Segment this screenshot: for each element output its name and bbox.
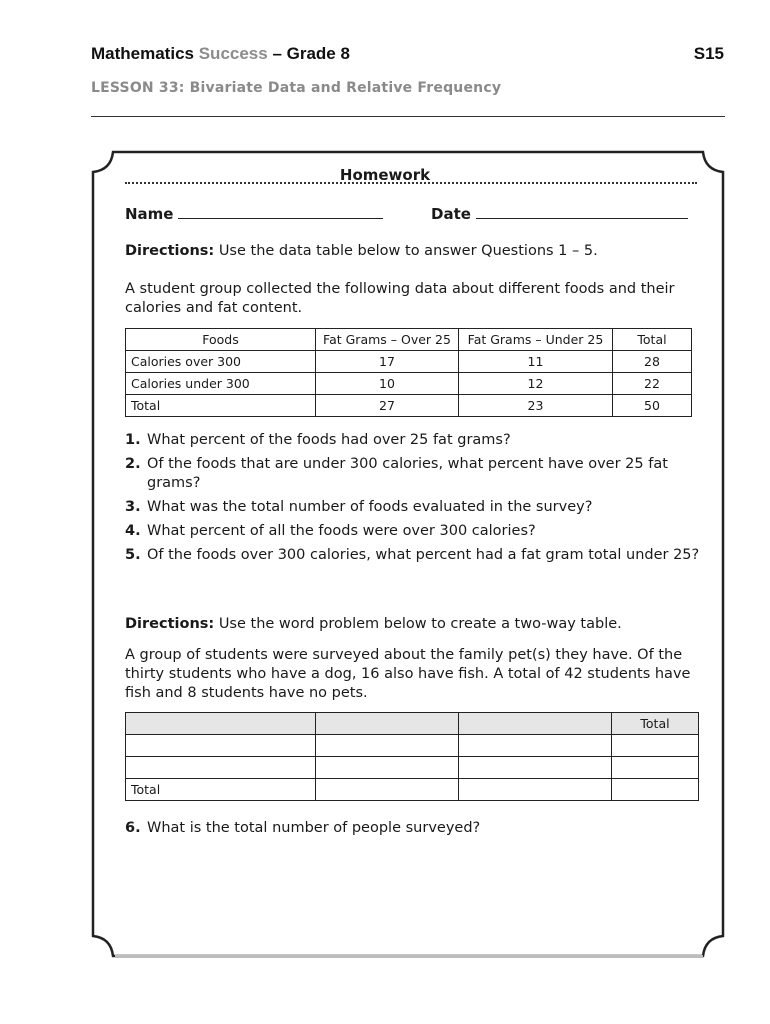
table-cell-blank[interactable] bbox=[612, 779, 699, 801]
table-cell: 12 bbox=[459, 373, 613, 395]
intro-paragraph: A student group collected the following data about different foods and their calories and fat content. bbox=[125, 281, 675, 316]
directions-1: Directions: Use the data table below to answer Questions 1 – 5. bbox=[125, 243, 598, 259]
food-data-table bbox=[125, 328, 692, 417]
table-cell-blank[interactable] bbox=[316, 713, 459, 735]
table-cell-blank[interactable] bbox=[126, 713, 316, 735]
table-cell: 22 bbox=[613, 373, 692, 395]
homework-title: Homework bbox=[339, 166, 431, 184]
table-header-row bbox=[126, 329, 692, 351]
date-field[interactable] bbox=[431, 205, 688, 223]
name-field[interactable] bbox=[125, 205, 383, 223]
date-blank[interactable] bbox=[476, 205, 688, 219]
question-4: 4. What percent of all the foods were over 300 calories? bbox=[125, 523, 536, 539]
table-cell: 10 bbox=[316, 373, 459, 395]
table-cell: 28 bbox=[613, 351, 692, 373]
name-label: Name bbox=[125, 205, 174, 223]
table-cell-blank[interactable] bbox=[459, 713, 612, 735]
table-row bbox=[126, 779, 699, 801]
table-cell: 11 bbox=[459, 351, 613, 373]
table-cell-blank[interactable] bbox=[316, 779, 459, 801]
table-row bbox=[126, 757, 699, 779]
table-cell: 27 bbox=[316, 395, 459, 417]
question-5: 5. Of the foods over 300 calories, what percent had a fat gram total under 25? bbox=[125, 547, 700, 563]
table-cell-blank[interactable] bbox=[316, 757, 459, 779]
name-blank[interactable] bbox=[178, 205, 383, 219]
question-1: 1. What percent of the foods had over 25 fat grams? bbox=[125, 432, 511, 448]
table-cell-blank[interactable] bbox=[459, 735, 612, 757]
page-code: S15 bbox=[693, 44, 724, 63]
table-row bbox=[126, 735, 699, 757]
header-divider bbox=[91, 116, 725, 117]
table-cell-blank[interactable] bbox=[316, 735, 459, 757]
table-row bbox=[126, 395, 692, 417]
table-cell: Calories under 300 bbox=[126, 373, 316, 395]
table-cell-blank[interactable] bbox=[459, 779, 612, 801]
table-cell: 23 bbox=[459, 395, 613, 417]
table-header: Fat Grams – Under 25 bbox=[459, 329, 613, 351]
table-header: Total bbox=[613, 329, 692, 351]
table-cell-blank[interactable] bbox=[126, 735, 316, 757]
two-way-table-blank bbox=[125, 712, 699, 801]
word-problem: A group of students were surveyed about the family pet(s) they have. Of the thirty students who have a dog, 16 also have fish. A total of 42 students have fish and 8 students have no pets. bbox=[125, 647, 691, 701]
table-cell: Total bbox=[126, 395, 316, 417]
question-2: 2. Of the foods that are under 300 calories, what percent have over 25 fat grams? bbox=[125, 456, 668, 491]
table-row bbox=[126, 351, 692, 373]
table-cell-blank[interactable] bbox=[612, 757, 699, 779]
table-header: Fat Grams – Over 25 bbox=[316, 329, 459, 351]
date-label: Date bbox=[431, 205, 471, 223]
table-header: Foods bbox=[126, 329, 316, 351]
question-3: 3. What was the total number of foods evaluated in the survey? bbox=[125, 499, 593, 515]
question-6: 6. What is the total number of people surveyed? bbox=[125, 820, 481, 836]
page-title: Mathematics Success – Grade 8 bbox=[91, 44, 350, 63]
table-cell: Calories over 300 bbox=[126, 351, 316, 373]
table-header-row bbox=[126, 713, 699, 735]
table-cell-blank[interactable] bbox=[126, 757, 316, 779]
directions-2: Directions: Use the word problem below to create a two-way table. bbox=[125, 616, 622, 632]
table-row bbox=[126, 373, 692, 395]
question-list bbox=[125, 431, 700, 570]
table-cell-blank[interactable] bbox=[612, 735, 699, 757]
table-cell-blank[interactable] bbox=[459, 757, 612, 779]
table-header: Total bbox=[612, 713, 699, 735]
dotted-divider bbox=[125, 182, 697, 188]
table-cell: 17 bbox=[316, 351, 459, 373]
table-cell: 50 bbox=[613, 395, 692, 417]
table-row-label: Total bbox=[126, 779, 316, 801]
lesson-title: LESSON 33: Bivariate Data and Relative Frequency bbox=[91, 80, 502, 96]
